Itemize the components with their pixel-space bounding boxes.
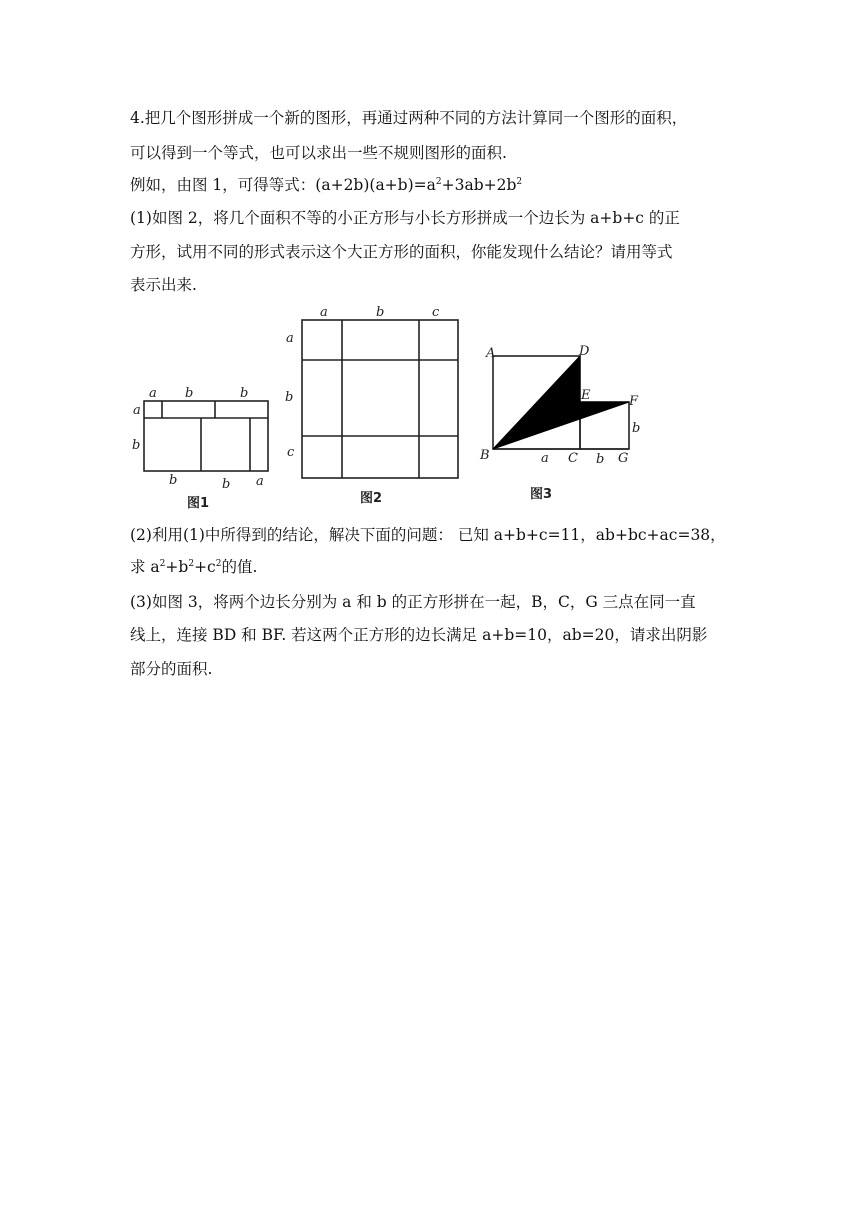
fig2-left-label: b bbox=[285, 390, 294, 405]
fig2-top-label: a bbox=[320, 305, 328, 320]
part2-text: 的值. bbox=[221, 558, 258, 576]
figures-svg bbox=[132, 305, 642, 515]
example-text-1: 例如，由图 1，可得等式：(a+2b)(a+b)=a bbox=[130, 176, 436, 194]
fig2-top-label: c bbox=[432, 305, 440, 320]
fig1-left-label: b bbox=[132, 438, 141, 453]
fig1-bottom-label: b bbox=[169, 473, 178, 488]
part2-line-1: (2)利用(1)中所得到的结论，解决下面的问题： 已知 a+b+c=11，ab+bc+ac=38， bbox=[130, 526, 726, 544]
fig3-point-label: B bbox=[480, 448, 490, 463]
part1-line-3: 表示出来. bbox=[130, 276, 197, 294]
part2-text: +b bbox=[165, 558, 189, 576]
problem-line-2: 可以得到一个等式，也可以求出一些不规则图形的面积. bbox=[130, 144, 507, 162]
fig3-side-label: b bbox=[596, 452, 605, 467]
fig1-top-label: a bbox=[149, 386, 157, 401]
figures-row bbox=[132, 305, 642, 515]
fig2-caption: 图2 bbox=[360, 491, 383, 506]
part3-line-2: 线上，连接 BD 和 BF. 若这两个正方形的边长满足 a+b=10，ab=20，请求出阴影 bbox=[130, 626, 708, 644]
part3-line-1: (3)如图 3，将两个边长分别为 a 和 b 的正方形拼在一起，B，C，G 三点在同一直 bbox=[130, 593, 696, 611]
figure-1 bbox=[144, 401, 268, 471]
part2-text: 求 a bbox=[130, 558, 160, 576]
exp-sup: 2 bbox=[435, 177, 442, 187]
example-line bbox=[130, 175, 522, 195]
exp-sup: 2 bbox=[188, 559, 195, 569]
exp-sup: 2 bbox=[159, 559, 166, 569]
fig3-shaded-region bbox=[493, 356, 629, 449]
part2-line-2 bbox=[130, 557, 257, 577]
fig3-point-label: E bbox=[581, 388, 591, 403]
part2-text: +c bbox=[194, 558, 216, 576]
fig2-left-label: c bbox=[287, 445, 295, 460]
part1-line-1: (1)如图 2，将几个面积不等的小正方形与小长方形拼成一个边长为 a+b+c 的正 bbox=[130, 209, 680, 227]
fig1-caption: 图1 bbox=[187, 496, 210, 511]
fig2-outline bbox=[302, 320, 458, 478]
fig1-top-label: b bbox=[240, 386, 249, 401]
fig3-side-label: b bbox=[632, 421, 641, 436]
fig1-left-label: a bbox=[133, 403, 141, 418]
fig3-point-label: A bbox=[486, 346, 496, 361]
fig2-left-label: a bbox=[286, 331, 294, 346]
figure-2 bbox=[302, 320, 458, 478]
fig3-caption: 图3 bbox=[530, 487, 553, 502]
example-text-2: +3ab+2b bbox=[441, 176, 517, 194]
fig1-bottom-label: b bbox=[222, 477, 231, 492]
fig1-top-label: b bbox=[185, 386, 194, 401]
fig2-top-label: b bbox=[376, 305, 385, 320]
part1-line-2: 方形，试用不同的形式表示这个大正方形的面积，你能发现什么结论？请用等式 bbox=[130, 243, 673, 261]
exp-sup: 2 bbox=[516, 177, 523, 187]
fig3-point-label: D bbox=[579, 344, 590, 359]
fig3-point-label: G bbox=[618, 451, 629, 466]
fig1-bottom-label: a bbox=[256, 474, 264, 489]
fig3-point-label: C bbox=[568, 451, 578, 466]
problem-line-1: 4.把几个图形拼成一个新的图形，再通过两种不同的方法计算同一个图形的面积， bbox=[130, 109, 688, 127]
part3-line-3: 部分的面积. bbox=[130, 660, 213, 678]
fig3-side-label: a bbox=[541, 451, 549, 466]
fig3-point-label: F bbox=[629, 394, 639, 409]
exp-sup: 2 bbox=[215, 559, 222, 569]
